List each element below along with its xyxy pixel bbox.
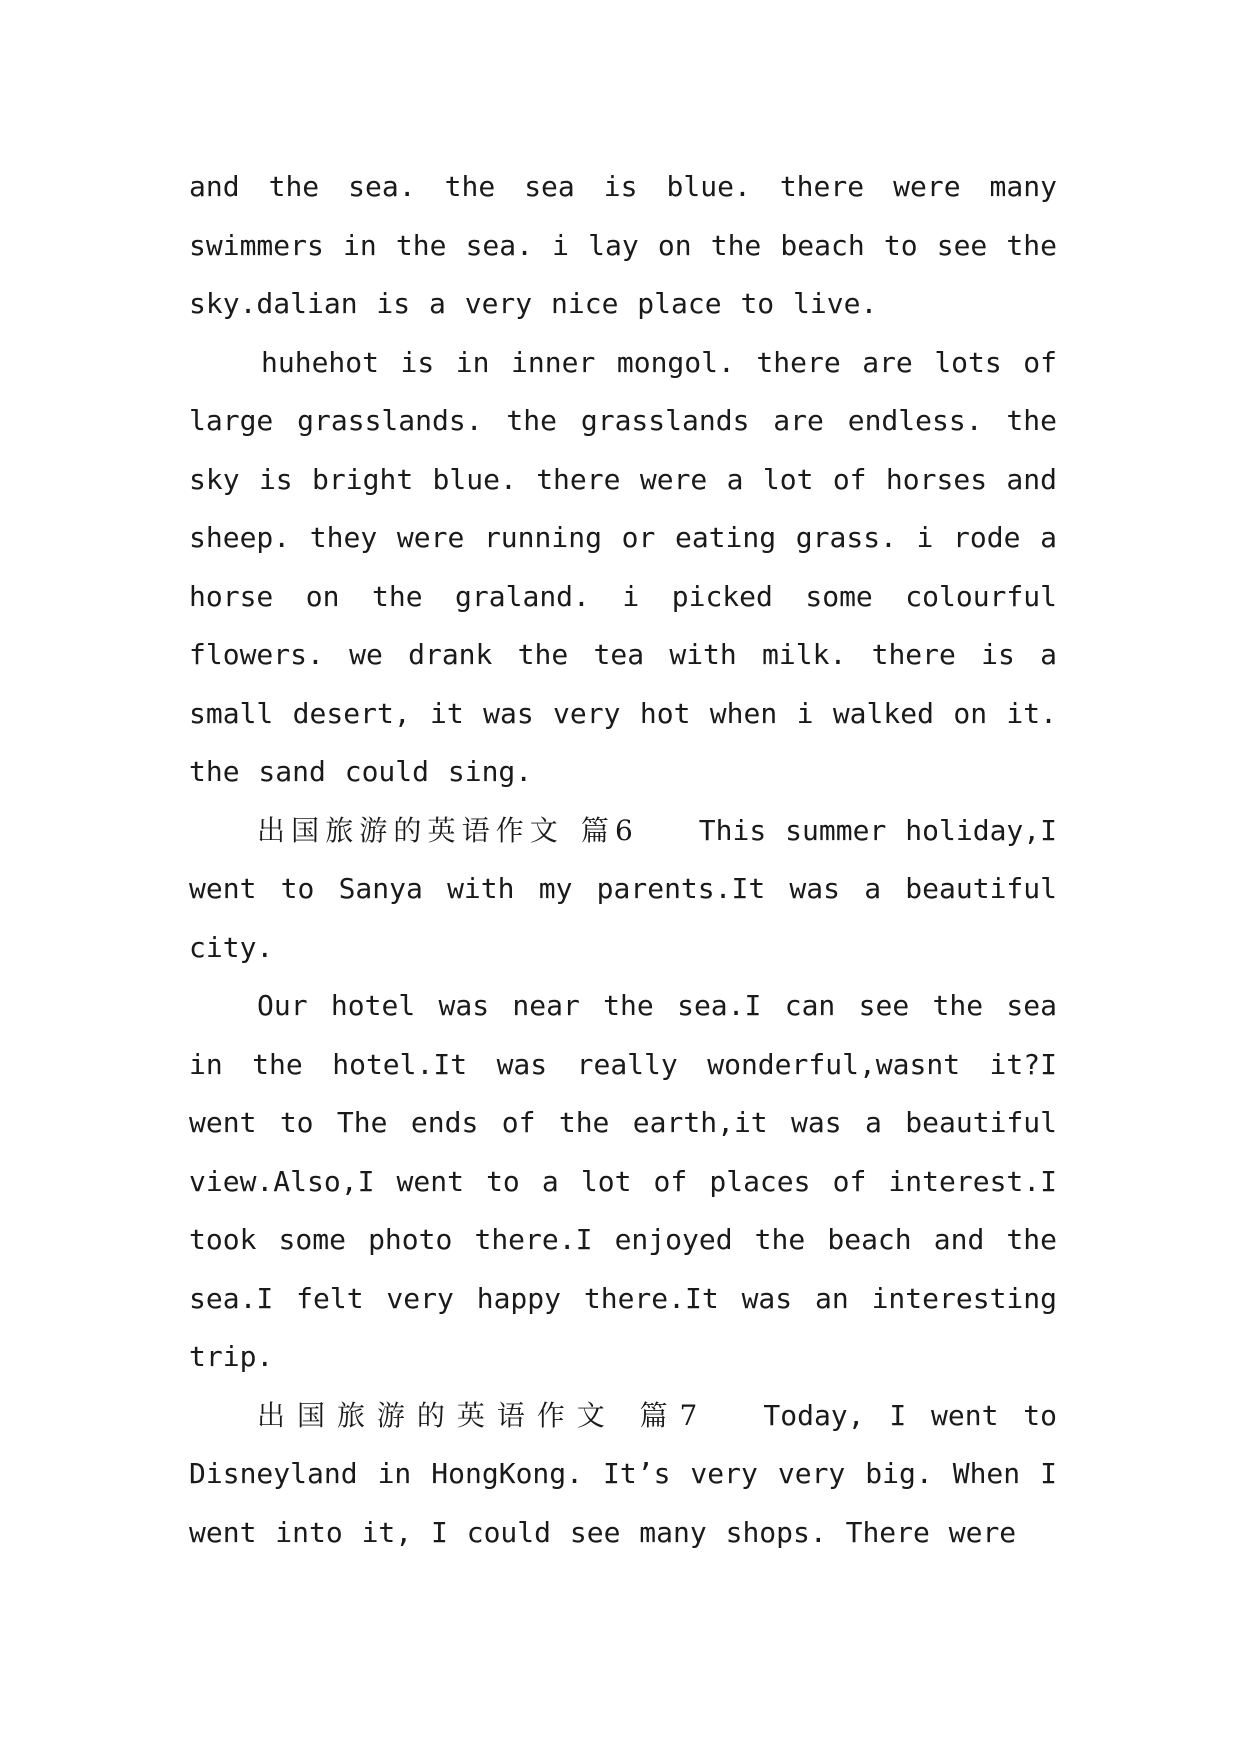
paragraph-text: Our hotel was near the sea.I can see the sea in the hotel.It was really wonderful,wasnt it?I went to The ends of the earth,it was a beautiful view.Also,I went to a lot of places of interest.I took some photo there.I enjoyed the beach and the sea.I felt very happy there.It was an interesting trip. bbox=[189, 989, 1057, 1373]
paragraph-essay-6-intro bbox=[189, 802, 1057, 978]
paragraph-huhehot bbox=[189, 334, 1057, 802]
paragraph-text: and the sea. the sea is blue. there were many swimmers in the sea. i lay on the beach to see the sky.dalian is a very nice place to live. bbox=[189, 170, 1057, 320]
paragraph-essay-7-intro bbox=[189, 1387, 1057, 1563]
paragraph-sanya-hotel bbox=[189, 977, 1057, 1387]
paragraph-dalian-beach bbox=[189, 158, 1057, 334]
paragraph-text: huhehot is in inner mongol. there are lots of large grasslands. the grasslands are endless. the sky is bright blue. there were a lot of horses and sheep. they were running or eating grass. i rode a horse on the graland. i picked some colourful flowers. we drank the tea with milk. there is a small desert, it was very hot when i walked on it. the sand could sing. bbox=[189, 345, 1057, 788]
essay-heading: 出国旅游的英语作文 篇7 bbox=[257, 1398, 704, 1432]
essay-heading: 出国旅游的英语作文 篇6 bbox=[257, 813, 639, 847]
paragraph-text: This summer holiday,I went to Sanya with my parents.It was a beautiful city. bbox=[189, 813, 1057, 964]
paragraph-text: Today, I went to Disneyland in HongKong. It’s very very big. When I went into it, I could see many shops. There were bbox=[189, 1398, 1057, 1549]
document-body bbox=[189, 158, 1057, 1562]
